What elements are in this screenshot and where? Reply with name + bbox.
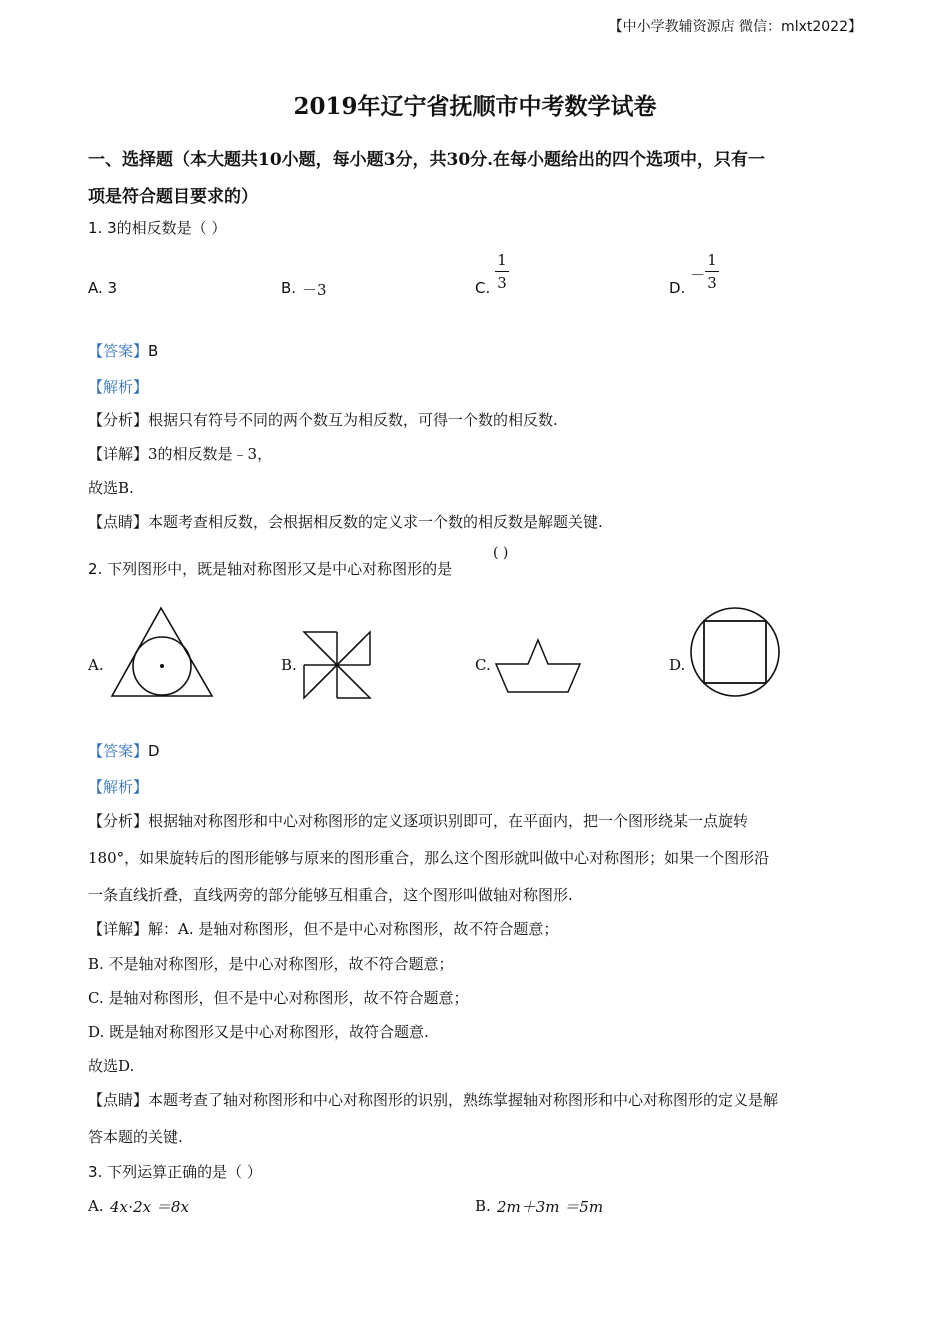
fraction-denominator: 3 [497,274,507,292]
q1-option-d-label: D. [669,279,686,297]
q2-xiangjie-4: D. 既是轴对称图形又是中心对称图形，故符合题意. [88,1023,429,1041]
answer-value: B [148,342,159,360]
q2-analysis-tag: 【解析】 [88,778,149,796]
q1-guxuan: 故选B. [88,479,134,497]
q2-fenxi-line3: 一条直线折叠，直线两旁的部分能够互相重合，这个图形叫做轴对称图形. [88,886,573,904]
q2-option-b-label: B. [281,656,297,674]
answer-tag: 【答案】 [88,742,149,760]
q2-option-a-label: A. [88,656,104,674]
header-watermark: 【中小学教辅资源店 微信：mlxt2022】 [608,19,862,35]
fraction-numerator: 1 [707,251,717,269]
q2-paren: ( ) [493,545,509,561]
q2-fenxi-line1: 【分析】根据轴对称图形和中心对称图形的定义逐项识别即可，在平面内，把一个图形绕某一点旋转 [88,812,749,830]
q1-option-b-value: －3 [302,281,327,299]
q1-xiangjie: 【详解】3的相反数是﹣3， [88,445,273,463]
q1-stem: 1. 3的相反数是（ ） [88,219,227,237]
q3-option-b-expression: 2m＋3m ＝5m [497,1198,604,1216]
answer-value: D [148,742,160,760]
fraction-denominator: 3 [707,274,717,292]
answer-tag: 【答案】 [88,342,149,360]
q2-dianjing-line1: 【点睛】本题考查了轴对称图形和中心对称图形的识别，熟练掌握轴对称图形和中心对称图形的定义是解 [88,1091,779,1109]
q3-option-a-expression: 4x⋅2x ＝8x [110,1198,189,1216]
q3-option-b-label: B. [475,1197,491,1215]
q1-option-c-fraction [495,251,509,292]
q2-option-d-label: D. [669,656,686,674]
q1-answer-line [88,340,158,361]
q2-guxuan: 故选D. [88,1057,135,1075]
q2-xiangjie-3: C. 是轴对称图形，但不是中心对称图形，故不符合题意； [88,989,469,1007]
q2-option-c-label: C. [475,656,491,674]
fraction-numerator: 1 [497,251,507,269]
fraction-bar [705,271,719,272]
q2-stem: 2. 下列图形中，既是轴对称图形又是中心对称图形的是 [88,560,453,578]
q1-dianjing: 【点睛】本题考查相反数，会根据相反数的定义求一个数的相反数是解题关键. [88,513,603,531]
q1-option-d-fraction [705,251,719,292]
q2-xiangjie-1: 【详解】解：A. 是轴对称图形，但不是中心对称图形，故不符合题意； [88,920,559,938]
section-heading-line2: 项是符合题目要求的） [88,187,258,207]
q2-xiangjie-2: B. 不是轴对称图形，是中心对称图形，故不符合题意； [88,955,454,973]
q2-fenxi-line2: 180°，如果旋转后的图形能够与原来的图形重合，那么这个图形就叫做中心对称图形；如果一个图形沿 [88,849,770,867]
circle-with-inscribed-square-figure [688,605,782,699]
fraction-bar [495,271,509,272]
q3-option-a-label: A. [88,1197,104,1215]
q1-option-d-sign: － [690,266,706,284]
q1-option-c-label: C. [475,279,491,297]
q1-analysis-tag: 【解析】 [88,378,149,396]
triangle-with-inscribed-circle-figure [108,604,216,700]
q1-option-b-label: B. [281,279,297,297]
page-title: 2019年辽宁省抚顺市中考数学试卷 [293,93,657,120]
q3-stem: 3. 下列运算正确的是（ ） [88,1163,262,1181]
section-heading-line1: 一、选择题（本大题共10小题，每小题3分，共30分.在每小题给出的四个选项中，只有一 [88,150,766,170]
boat-figure [494,636,582,694]
q2-dianjing-line2: 答本题的关键. [88,1128,183,1146]
q1-option-a: A. 3 [88,279,118,297]
pinwheel-figure [302,630,372,700]
q2-answer-line [88,740,160,761]
q1-fenxi: 【分析】根据只有符号不同的两个数互为相反数，可得一个数的相反数. [88,411,558,429]
